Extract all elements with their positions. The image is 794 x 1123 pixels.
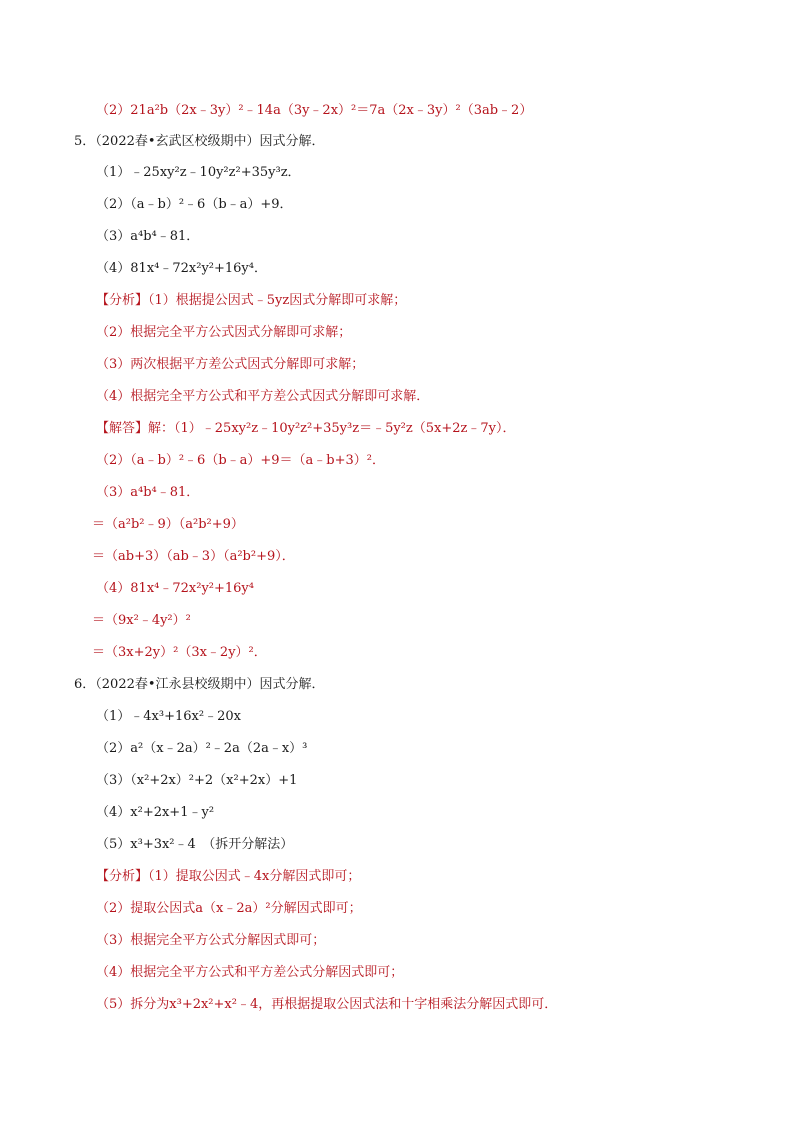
q6-analysis-4 bbox=[96, 964, 403, 982]
question-6-title bbox=[74, 676, 325, 694]
q5-solution-3-step-1 bbox=[92, 516, 244, 534]
line-text: （2）（a﹣b）²﹣6（b﹣a）+9＝（a﹣b+3）²． bbox=[96, 453, 386, 468]
q5-solution-4-step-2 bbox=[92, 644, 267, 662]
line-text: （3）a⁴b⁴﹣81． bbox=[96, 485, 200, 500]
line-text: （1）﹣4x³+16x²﹣20x bbox=[96, 709, 241, 724]
q5-part-4 bbox=[96, 260, 267, 278]
solution-tag: 【解答】 bbox=[96, 421, 149, 436]
analysis-tag: 【分析】 bbox=[96, 293, 149, 308]
line-text: （4）x²+2x+1﹣y² bbox=[96, 805, 215, 820]
line-text: （3）两次根据平方差公式因式分解即可求解； bbox=[96, 357, 365, 372]
q6-analysis-5 bbox=[96, 996, 557, 1014]
q5-part-3 bbox=[96, 228, 199, 246]
line-text: （4）根据完全平方公式和平方差公式分解因式即可； bbox=[96, 965, 404, 980]
line-text: （2）提取公因式a（x﹣2a）²分解因式即可； bbox=[96, 901, 362, 916]
q5-part-1 bbox=[96, 164, 301, 182]
q5-analysis-1 bbox=[96, 292, 406, 310]
line-text: 解：（1）﹣25xy²z﹣10y²z²+35y³z＝﹣5y²z（5x+2z﹣7y）． bbox=[148, 421, 516, 436]
line-text: 5．（2022春•玄武区校级期中）因式分解． bbox=[74, 134, 325, 149]
q5-analysis-4 bbox=[96, 388, 429, 406]
line-text: （1）﹣25xy²z﹣10y²z²+35y³z． bbox=[96, 165, 301, 180]
q6-part-4 bbox=[96, 804, 214, 822]
line-text: ＝（3x+2y）²（3x﹣2y）²． bbox=[92, 645, 267, 660]
line-text: （4）根据完全平方公式和平方差公式因式分解即可求解． bbox=[96, 389, 430, 404]
question-5-title bbox=[74, 133, 325, 151]
q5-analysis-2 bbox=[96, 324, 351, 342]
q5-solution-2 bbox=[96, 452, 385, 470]
line-text: （1）提取公因式﹣4x分解因式即可； bbox=[148, 869, 361, 884]
q6-analysis-2 bbox=[96, 900, 362, 918]
line-text: （5）拆分为x³+2x²+x²﹣4，再根据提取公因式法和十字相乘法分解因式即可． bbox=[96, 997, 558, 1012]
line-text: （2）根据完全平方公式因式分解即可求解； bbox=[96, 325, 352, 340]
q5-solution-3 bbox=[96, 484, 199, 502]
q5-solution-1 bbox=[96, 420, 515, 438]
q5-solution-3-step-2 bbox=[92, 548, 295, 566]
q5-part-2 bbox=[96, 196, 293, 214]
analysis-tag: 【分析】 bbox=[96, 869, 149, 884]
q5-solution-4 bbox=[96, 580, 254, 598]
q6-analysis-3 bbox=[96, 932, 325, 950]
q5-solution-4-step-1 bbox=[92, 612, 191, 630]
line-text: （4）81x⁴﹣72x²y²+16y⁴ bbox=[96, 581, 254, 596]
line-text: 6．（2022春•江永县校级期中）因式分解． bbox=[74, 677, 325, 692]
line-text: ＝（a²b²﹣9）（a²b²+9） bbox=[92, 517, 244, 532]
line-text: （2）（a﹣b）²﹣6（b﹣a）+9． bbox=[96, 197, 293, 212]
line-text: （3）根据完全平方公式分解因式即可； bbox=[96, 933, 326, 948]
q6-part-1 bbox=[96, 708, 241, 726]
line-text: （3）（x²+2x）²+2（x²+2x）+1 bbox=[96, 773, 298, 788]
q6-part-2 bbox=[96, 740, 307, 758]
line-text: （2）21a²b（2x﹣3y）²﹣14a（3y﹣2x）²＝7a（2x﹣3y）²（3ab﹣2） bbox=[96, 103, 533, 118]
prev-answer-part-2 bbox=[96, 102, 532, 120]
q6-analysis-1 bbox=[96, 868, 360, 886]
line-text: （5）x³+3x²﹣4 （拆开分解法） bbox=[96, 837, 294, 852]
q5-analysis-3 bbox=[96, 356, 364, 374]
line-text: ＝（9x²﹣4y²）² bbox=[92, 613, 191, 628]
line-text: （2）a²（x﹣2a）²﹣2a（2a﹣x）³ bbox=[96, 741, 308, 756]
q6-part-3 bbox=[96, 772, 297, 790]
line-text: （3）a⁴b⁴﹣81． bbox=[96, 229, 200, 244]
line-text: （1）根据提公因式﹣5yz因式分解即可求解； bbox=[148, 293, 407, 308]
line-text: ＝（ab+3）（ab﹣3）（a²b²+9）． bbox=[92, 549, 295, 564]
q6-part-5 bbox=[96, 836, 293, 854]
line-text: （4）81x⁴﹣72x²y²+16y⁴． bbox=[96, 261, 267, 276]
